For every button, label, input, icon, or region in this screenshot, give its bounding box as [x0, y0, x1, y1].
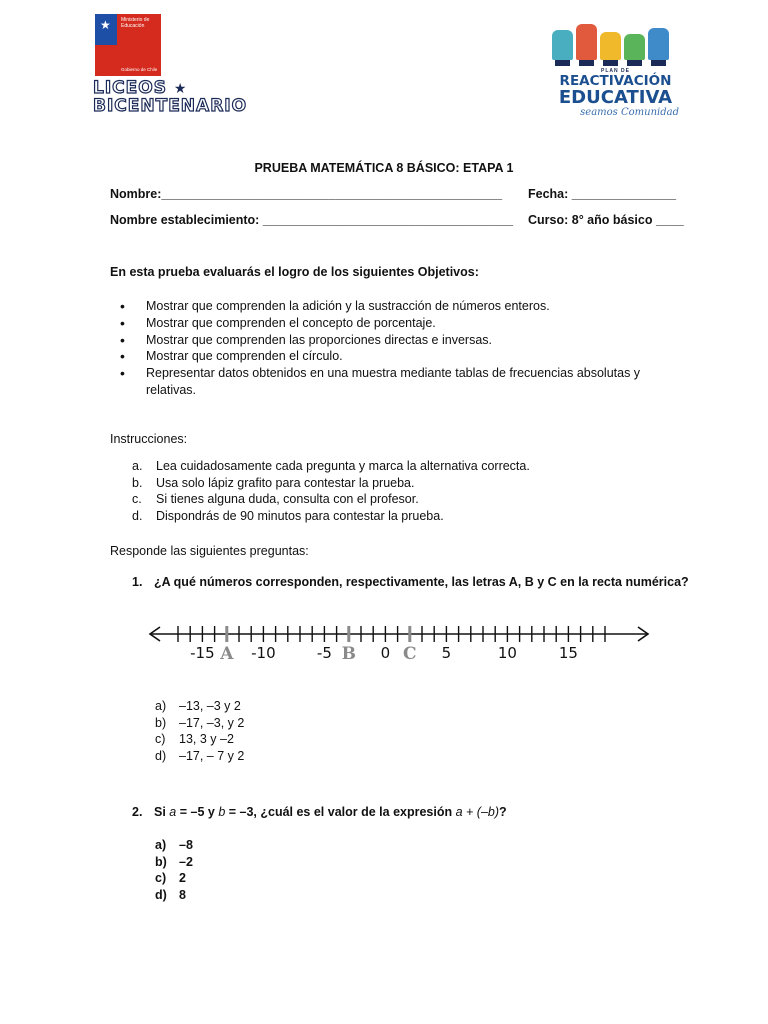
gobierno-label: Gobierno de Chile	[121, 67, 158, 72]
option-d[interactable]: d) 8	[155, 887, 186, 902]
reactivacion-educativa-logo	[548, 24, 683, 119]
question-2: 2. Si a = –5 y b = –3, ¿cuál es el valor de la expresión a + (–b)?	[132, 805, 507, 819]
star-icon: ★	[100, 18, 111, 32]
page-title: PRUEBA MATEMÁTICA 8 BÁSICO: ETAPA 1	[254, 161, 514, 175]
tagline: seamos Comunidad	[580, 107, 679, 118]
tick-label: -5	[316, 644, 332, 662]
list-item: • Mostrar que comprenden el concepto de porcentaje.	[120, 315, 680, 332]
name-field: Nombre:_________________________________________________	[110, 187, 503, 201]
objectives-intro: En esta prueba evaluarás el logro de los siguientes Objetivos:	[110, 265, 479, 279]
instructions-title: Instrucciones:	[110, 432, 188, 446]
q2-options	[155, 837, 715, 903]
list-item: • Mostrar que comprenden las proporciones directas e inversas.	[120, 332, 680, 349]
liceos-line2: BICENTENARIO	[93, 96, 248, 116]
point-label-b: B	[341, 644, 356, 664]
option-c[interactable]: c) 2	[155, 871, 186, 885]
school-field: Nombre establecimiento: ____________________________________	[110, 213, 514, 227]
option-c[interactable]: c) 13, 3 y –2	[155, 732, 234, 746]
educativa-label: EDUCATIVA	[558, 87, 673, 108]
option-a[interactable]: a) –8	[155, 838, 193, 852]
star-icon: ★	[173, 81, 188, 97]
number-line	[140, 612, 660, 672]
course-field: Curso: 8° año básico ____	[528, 213, 684, 227]
respond-label: Responde las siguientes preguntas:	[110, 544, 309, 558]
liceos-line1: LICEOS	[93, 78, 167, 98]
q1-options	[155, 698, 715, 764]
instructions-list	[132, 458, 692, 524]
tick-label: -15	[190, 644, 215, 662]
question-number: 1.	[132, 575, 143, 589]
tick-label: 0	[380, 644, 391, 662]
mineduc-logo	[95, 14, 161, 76]
question-number: 2.	[132, 805, 143, 819]
tick-label: 10	[497, 644, 517, 662]
list-item: • Representar datos obtenidos en una muestra mediante tablas de frecuencias absolutas y relativas.	[120, 365, 655, 399]
tick-label: -10	[251, 644, 276, 662]
list-item: b. Usa solo lápiz grafito para contestar la prueba.	[132, 475, 415, 490]
plan-de-label: PLAN DE	[601, 68, 630, 74]
question-1	[132, 574, 689, 590]
number-line-svg	[140, 612, 660, 672]
liceos-wordmark	[93, 80, 247, 115]
option-b[interactable]: b) –17, –3, y 2	[155, 715, 245, 730]
tick-label: 5	[441, 644, 452, 662]
option-b[interactable]: b) –2	[155, 854, 193, 869]
point-label-a: A	[220, 644, 234, 664]
question-text: ¿A qué números corresponden, respectivamente, las letras A, B y C en la recta numérica?	[154, 575, 689, 589]
list-item: a. Lea cuidadosamente cada pregunta y marca la alternativa correcta.	[132, 459, 530, 473]
option-d[interactable]: d) –17, – 7 y 2	[155, 748, 245, 763]
raised-hands-icon	[548, 24, 683, 60]
list-item: • Mostrar que comprenden la adición y la sustracción de números enteros.	[120, 298, 680, 315]
point-label-c: C	[403, 644, 417, 664]
mineduc-label: Ministerio de Educación	[121, 17, 150, 29]
objectives-list	[120, 298, 680, 399]
date-field: Fecha: _______________	[528, 187, 677, 201]
list-item: d. Dispondrás de 90 minutos para contestar la prueba.	[132, 508, 444, 523]
tick-label: 15	[558, 644, 578, 662]
reactivacion-label: REACTIVACIÓN	[559, 73, 672, 89]
option-a[interactable]: a) –13, –3 y 2	[155, 699, 241, 713]
liceos-bicentenario-logo	[93, 14, 248, 118]
list-item: c. Si tienes alguna duda, consulta con el profesor.	[132, 492, 419, 506]
list-item: • Mostrar que comprenden el círculo.	[120, 348, 680, 365]
